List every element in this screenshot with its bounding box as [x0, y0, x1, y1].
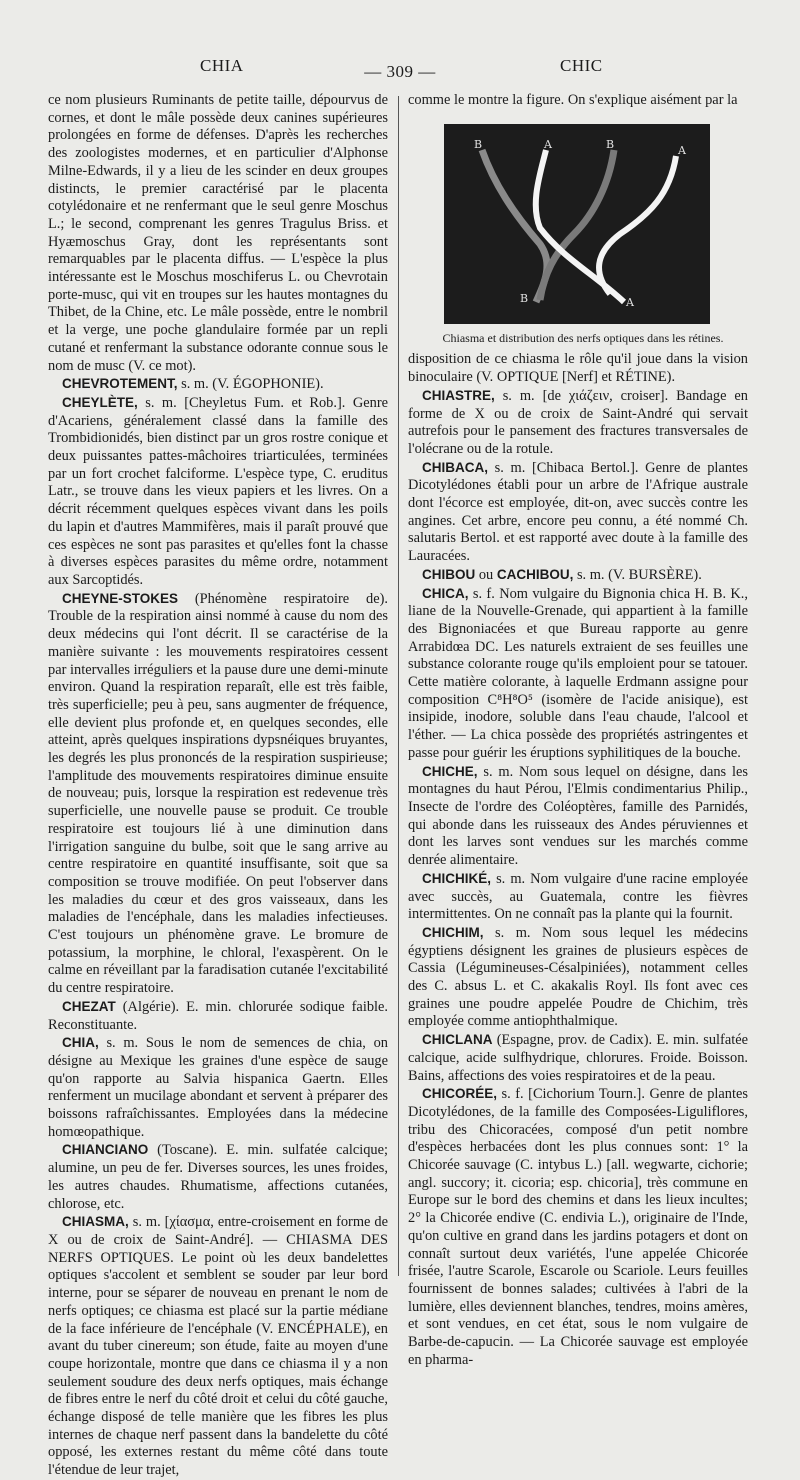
dictionary-entry [408, 870, 748, 924]
entry-text: s. m. [χίασμα, entre-croisement en forme de X ou de croix de Saint-André]. — CHIASMA DES NERFS OPTIQUES. Le point où les deux bandelettes optiques s'accolent et semblent se souder par leur bord interne, pour se séparer de nouveau en prenant le nom de nerfs optiques; ce chiasma est placé sur la partie médiane de la face inférieure de l'encéphale (V. ENCÉPHALE), en avant du tuber cinereum; son étude, faite au moyen d'une coupe horizontale, montre que dans ce chiasma il y a non seulement soudure des deux nerfs optiques, mais échange de fibres entre le nerf du côté droit et celui du côté gauche, échange disposé de telle manière que les fibres les plus internes de chaque nerf passent dans la bandelette du côté opposé, les externes restant du même côté dans toute l'étendue de leur trajet, [48, 1214, 388, 1479]
right-column-entries [408, 351, 748, 1369]
dictionary-entry [48, 1141, 388, 1213]
column-rule [398, 96, 399, 1276]
dictionary-entry [408, 763, 748, 870]
dictionary-entry [408, 351, 748, 386]
entry-headword: CHEYNE-STOKES [62, 590, 179, 606]
entry-text: ou [475, 566, 497, 583]
entry-headword: CHEYLÈTE, [62, 394, 138, 410]
entry-headword: CHIASMA, [62, 1214, 129, 1230]
entry-text: s. f. Nom vulgaire du Bignonia chica H. B. K., liane de la Nouvelle-Grenade, qui appartient à la famille des Bignoniacées et que Bureau rapporte au genre Arrabidœa DC. Les naturels extraient de ses feuilles une substance colorante rouge qu'ils emploient pour se tatouer. Cette matière colorante, à laquelle Erdmann assigne pour composition C⁸H⁸O⁵ (isomère de l'acide anisique), est insipide, inodore, soluble dans l'eau chaude, l'alcool et l'éther. — La chica possède des propriétés astringentes et passe pour guérir les éruptions syphilitiques de la bouche. [408, 585, 748, 761]
entry-headword: CHICHIM, [422, 924, 484, 940]
entry-headword: CHIA, [62, 1035, 99, 1051]
chiasma-diagram [444, 124, 710, 324]
dictionary-entry [408, 387, 748, 459]
dictionary-entry [48, 1213, 388, 1480]
running-head-left: CHIA [200, 56, 244, 75]
running-head-right: CHIC [560, 56, 603, 75]
figure-caption: Chiasma et distribution des nerfs optiques dans les rétines. [442, 330, 724, 345]
entry-headword: CHIBOU [422, 566, 476, 582]
entry-headword: CHEZAT [62, 998, 116, 1014]
entry-text: s. m. [de χιάζειν, croiser]. Bandage en forme de X ou de croix de Saint-André qui servait autrefois pour le pansement des fractures transversales de l'olécrane ou de la rotule. [408, 387, 748, 457]
entry-headword: CHIANCIANO [62, 1142, 149, 1158]
entry-text: s. m. (V. ÉGOPHONIE). [177, 376, 324, 393]
entry-text: s. m. [Cheyletus Fum. et Rob.]. Genre d'Acariens, généralement classé dans la famille des Trombidionidés, bien distinct par un gros rostre conique et deux puissantes pattes-mâchoires triarticulées, terminées par un fort crochet falciforme. L'espèce type, C. eruditus Latr., se trouve dans les vieux papiers et les livres. On a décrit récemment quelques espèces vivant dans les poils du lapin et d'autres Mammifères, mais il paraît prouvé que ces espèces ne sont pas parasites et qu'elles font la chasse à diverses espèces parasites du même ordre, notamment aux Sarcoptidés. [48, 394, 388, 588]
dictionary-entry [408, 566, 748, 585]
dictionary-entry [408, 1085, 748, 1369]
entry-headword: CHICHIKÉ, [422, 870, 492, 886]
dictionary-entry [408, 1031, 748, 1085]
chiasma-figure [444, 124, 710, 324]
entry-text: s. m. (V. BURSÈRE). [573, 566, 702, 583]
dictionary-entry [48, 394, 388, 590]
page-number: — 309 — [364, 62, 436, 81]
entry-headword: CHICA, [422, 585, 469, 601]
entry-text: disposition de ce chiasma le rôle qu'il joue dans la vision binoculaire (V. OPTIQUE [Nerf] et RÉTINE). [408, 351, 748, 386]
figure-label: B [606, 137, 615, 151]
figure-label: A [544, 137, 552, 151]
dictionary-entry [408, 924, 748, 1031]
entry-text: s. m. [Chibaca Bertol.]. Genre de plantes Dicotylédones établi pour un arbre de l'Afrique australe dont l'écorce est employée, dit-on, avec succès contre les angines. Cet arbre, encore peu connu, a été nommé Ch. salutaris Bertol. et est rapporté avec doute à la famille des Lauracées. [408, 459, 748, 565]
entry-headword: CHIASTRE, [422, 387, 495, 403]
figure-label: B [474, 137, 483, 151]
figure-label: B [520, 291, 529, 305]
entry-text: s. m. Nom sous lequel les médecins égyptiens désignent les graines de plusieurs espèces de Cassia (Légumineuses-Césalpiniées), notamment celles des C. absus L. et C. akakalis Royl. Ils font avec ces graines une poudre appelée Poudre de Chichim, très employée comme antiophthalmique. [408, 924, 748, 1030]
dictionary-entry [48, 375, 388, 394]
dictionary-entry [48, 92, 388, 375]
entry-text: (Espagne, prov. de Cadix). E. min. sulfatée calcique, acide sulfhydrique, chlorures. Froide. Boisson. Bains, affections des voies respiratoires et de la peau. [408, 1032, 748, 1084]
dictionary-entry [408, 585, 748, 763]
entry-text: s. m. Sous le nom de semences de chia, on désigne au Mexique les graines d'une espèce de sauge qu'on rapporte au Salvia hispanica Gaertn. Elles renferment un mucilage abondant et servent à préparer des boissons rafraîchissantes. Employées dans la médecine homœopathique. [48, 1035, 388, 1140]
dictionary-entry [48, 590, 388, 998]
entry-text: s. m. Nom vulgaire d'une racine employée avec succès, au Guatemala, contre les fièvres intermittentes. On ne connaît pas la plante qui la fournit. [408, 870, 748, 923]
entry-text: s. m. Nom sous lequel on désigne, dans les montagnes du haut Pérou, l'Elmis condimentarius Philip., Insecte de l'ordre des Coléoptères, famille des Parnidés, qui abonde dans les ruisseaux des Andes péruviennes et dont les larves sont vendues sur les marchés comme denrée alimentaire. [408, 763, 748, 869]
entry-headword: CHICORÉE, [422, 1086, 498, 1102]
left-column [48, 92, 388, 1480]
entry-text: (Algérie). E. min. chlorurée sodique faible. Reconstituante. [48, 998, 388, 1033]
entry-headword: CHEVROTEMENT, [62, 376, 178, 392]
entry-headword: CACHIBOU, [496, 566, 574, 582]
entry-text: ce nom plusieurs Ruminants de petite taille, dépourvus de cornes, et dont le mâle possède deux canines supérieures prolongées en forme de défenses. D'après les recherches des zoologistes modernes, et en particulier d'Alphonse Milne-Edwards, il y a lieu de les scinder en deux groupes distincts, le premier caractérisé par le placenta cotylédonaire et ne renfermant que le seul genre Moschus L.; le second, comprenant les genres Tragulus Briss. et Hyæmoschus Gray, dont les représentants sont remarquables par le placenta diffus. — L'espèce la plus intéressante est le Moschus moschiferus L. ou Chevrotain porte-musc, qui vit en troupes sur les hautes montagnes du Thibet, de la Chine, etc. Le mâle possède, entre le nombril et la verge, une poche glandulaire formée par un repli cutané et renfermant la substance odorante connue sous le nom de musc (V. ce mot). [48, 92, 388, 374]
right-column-lead: comme le montre la figure. On s'explique aisément par la [408, 92, 738, 108]
entry-text: (Phénomène respiratoire de). Trouble de la respiration ainsi nommé à cause du nom des deux médecins qui l'ont décrit. Il se caractérise de la manière suivante : les mouvements respiratoires cessent par intervalles irréguliers et la pause dure une demi-minute environ. Quand la respiration reparaît, elle est très faible, très superficielle; peu à peu, sans augmenter de fréquence, elle devient plus profonde et, en quelques secondes, elle atteint, après quelques inspirations dypsnéiques bruyantes, les degrés les plus prononcés de la respiration suspirieuse; l'amplitude des mouvements respiratoires diminue ensuite de nouveau; puis, lorsque la respiration est redevenue très superficielle, une nouvelle pause se produit. Ce trouble respiratoire est toujours lié à une diminution dans l'irrigation sanguine du bulbe, soit que le sang arrive au centre respiratoire en quantité insuffisante, soit que sa composition se trouve modifiée. On peut l'observer dans les maladies du cœur et des gros vaisseaux, dans les maladies de l'encéphale, dans les maladies infectieuses. C'est toujours un phénomène grave. Le bromure de potassium, la morphine, le chloral, l'exaspèrent. On le calme en réveillant par la faradisation cutanée l'excitabilité du centre respiratoire. [48, 590, 388, 997]
figure-label: A [678, 143, 686, 157]
entry-text: (Toscane). E. min. sulfatée calcique; alumine, un peu de fer. Diverses sources, les unes froides, les autres chaudes. Rhumatisme, affections cutanées, chlorose, etc. [48, 1142, 388, 1212]
entry-text: s. f. [Cichorium Tourn.]. Genre de plantes Dicotylédones, de la famille des Composées-Liguliflores, tribu des Chicoracées, composé d'un petit nombre d'espèces herbacées dont les plus connues sont: 1° la Chicorée sauvage (C. intybus L.) [all. wegwarte, cichorie; angl. succory; it. cicoria; esp. chicoria], très commune en Europe sur le bord des chemins et dans les lieux incultes; 2° la Chicorée endive (C. endivia L.), originaire de l'Inde, qu'on cultive en grand dans les jardins potagers et dont on connaît surtout deux variétés, l'une appelée Chicorée frisée, l'autre Scarole, Escarole ou Scariole. Leurs feuilles fournissent de bonnes salades; cultivées à l'abri de la lumière, elles deviennent blanches, tendres, moins amères, et sont vendues, en cet état, sous le nom vulgaire de Barbe-de-capucin. — La Chicorée sauvage est employée en pharma- [408, 1086, 748, 1368]
entry-headword: CHICHE, [422, 763, 478, 779]
figure-label: A [626, 295, 634, 309]
dictionary-entry [48, 1034, 388, 1141]
dictionary-entry [408, 459, 748, 566]
right-column [408, 92, 748, 1369]
entry-headword: CHICLANA [422, 1032, 493, 1048]
entry-headword: CHIBACA, [422, 459, 488, 475]
dictionary-entry [48, 998, 388, 1034]
